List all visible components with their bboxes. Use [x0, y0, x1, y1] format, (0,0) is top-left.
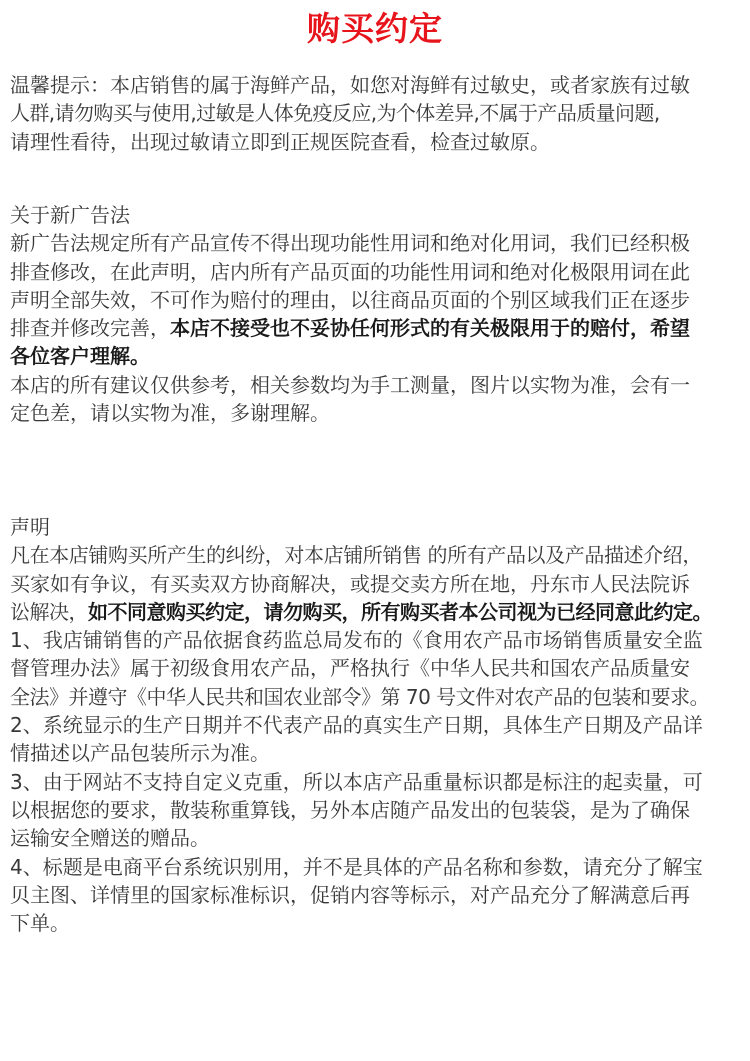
paragraph-line: 买家如有争议，有买卖双方协商解决，或提交卖方所在地，丹东市人民法院诉 [10, 571, 690, 596]
list-item: 4、标题是电商平台系统识别用，并不是具体的产品名称和参数，请充分了解宝 [10, 854, 703, 879]
list-item: 贝主图、详情里的国家标准标识，促销内容等标示，对产品充分了解满意后再 [10, 882, 690, 907]
list-item: 下单。 [10, 911, 70, 936]
paragraph-line: 定色差，请以实物为准，多谢理解。 [10, 401, 330, 426]
list-item: 以根据您的要求，散装称重算钱，另外本店随产品发出的包装袋，是为了确保 [10, 797, 690, 822]
emphasis-text: 本店不接受也不妥协任何形式的有关极限用于的赔付，希望 [170, 316, 690, 341]
notice-line: 温馨提示：本店销售的属于海鲜产品，如您对海鲜有过敏史，或者家族有过敏 [10, 73, 690, 97]
statement-section [10, 513, 740, 937]
notice-line: 请理性看待，出现过敏请立即到正规医院查看，检查过敏原。 [10, 129, 550, 154]
paragraph-line [10, 598, 740, 626]
section-heading: 声明 [10, 515, 50, 539]
warm-reminder-section [10, 71, 740, 156]
list-item: 3、由于网站不支持自定义克重，所以本店产品重量标识都是标注的起卖量，可 [10, 769, 703, 794]
section-heading: 关于新广告法 [10, 203, 130, 227]
notice-line: 人群,请勿购买与使用,过敏是人体免疫反应,为个体差异,不属于产品质量问题, [10, 101, 660, 126]
list-item: 1、我店铺销售的产品依据食药监总局发布的《食用农产品市场销售质量安全监 [10, 628, 703, 653]
paragraph-text: 排查并修改完善， [10, 316, 170, 341]
paragraph-line [10, 314, 740, 342]
list-item: 2、系统显示的生产日期并不代表产品的真实生产日期，具体生产日期及产品详 [10, 713, 703, 738]
paragraph-line: 本店的所有建议仅供参考，相关参数均为手工测量，图片以实物为准，会有一 [10, 372, 690, 397]
list-item: 全法》并遵守《中华人民共和国农业部令》第 70 号文件对农产品的包装和要求。 [10, 684, 710, 709]
paragraph-line: 新广告法规定所有产品宣传不得出现功能性用词和绝对化用词，我们已经积极 [10, 231, 690, 256]
paragraph-line: 声明全部失效，不可作为赔付的理由，以往商品页面的个别区域我们正在逐步 [10, 287, 690, 312]
list-item: 督管理办法》属于初级食用农产品，严格执行《中华人民共和国农产品质量安 [10, 656, 690, 681]
paragraph-text: 讼解决， [10, 599, 88, 624]
paragraph-line: 排查修改，在此声明，店内所有产品页面的功能性用词和绝对化极限用词在此 [10, 259, 690, 284]
emphasis-text: 如不同意购买约定，请勿购买，所有购买者本公司视为已经同意此约定。 [88, 599, 712, 624]
list-item: 情描述以产品包装所示为准。 [10, 741, 270, 766]
advertising-law-section [10, 201, 740, 427]
emphasis-text: 各位客户理解。 [10, 344, 150, 369]
page-title: 购买约定 [307, 9, 443, 48]
paragraph-line: 凡在本店铺购买所产生的纠纷，对本店铺所销售 的所有产品以及产品描述介绍， [10, 543, 702, 568]
list-item: 运输安全赠送的赠品。 [10, 826, 210, 851]
